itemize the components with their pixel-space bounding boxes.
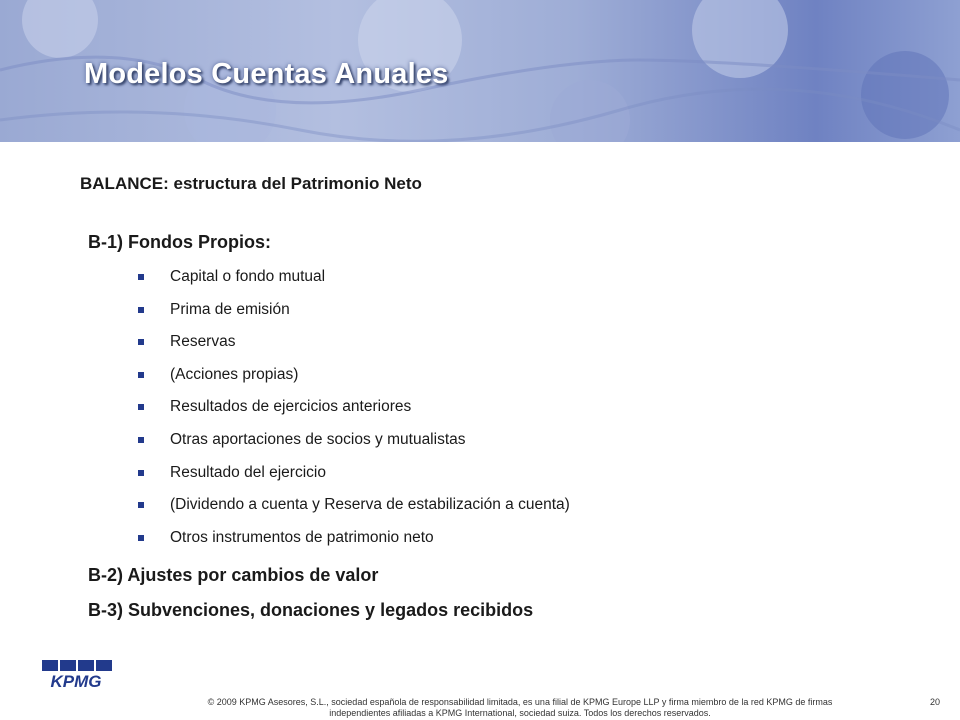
page-number: 20 [930,697,941,707]
square-bullet-icon [138,502,144,508]
copyright-line-2: independientes afiliadas a KPMG International, sociedad suiza. Todos los derechos reservados. [329,708,711,718]
list-item [138,529,570,562]
kpmg-logo-text: KPMG [50,672,102,690]
copyright-line-1: © 2009 KPMG Asesores, S.L., sociedad española de responsabilidad limitada, es una filial de KPMG Europe LLP y firma miembro de la red KPMG de firmas [207,697,833,707]
list-item-text: Capital o fondo mutual [170,268,326,285]
list-item-text: (Acciones propias) [170,365,299,383]
copyright-footer [140,697,900,719]
square-bullet-icon [138,372,144,378]
square-bullet-icon [138,404,144,410]
list-item-text: (Dividendo a cuenta y Reserva de estabilización a cuenta) [170,496,570,514]
list-item [138,301,570,334]
list-item-text: Reservas [170,333,236,351]
list-item-text: Otros instrumentos de patrimonio neto [170,528,434,546]
section-subvenciones: B-3) Subvenciones, donaciones y legados recibidos [88,600,534,620]
slide-subtitle: BALANCE: estructura del Patrimonio Neto [80,174,422,193]
kpmg-logo [40,660,114,690]
square-bullet-icon [138,307,144,313]
fondos-propios-list [138,268,570,561]
list-item-text: Resultados de ejercicios anteriores [170,398,412,416]
list-item [138,431,570,464]
list-item [138,398,570,431]
square-bullet-icon [138,470,144,476]
square-bullet-icon [138,437,144,443]
list-item-text: Otras aportaciones de socios y mutualistas [170,430,466,448]
list-item [138,496,570,529]
list-item [138,333,570,366]
square-bullet-icon [138,535,144,541]
list-item [138,464,570,497]
list-item [138,268,570,301]
slide-title: Modelos Cuentas Anuales [84,58,449,90]
list-item-text: Prima de emisión [170,300,290,318]
list-item [138,366,570,399]
section-fondos-propios: B-1) Fondos Propios: [88,232,271,252]
list-item-text: Resultado del ejercicio [170,463,326,481]
section-ajustes: B-2) Ajustes por cambios de valor [88,565,379,585]
square-bullet-icon [138,274,144,280]
square-bullet-icon [138,339,144,345]
header-banner [0,0,960,142]
